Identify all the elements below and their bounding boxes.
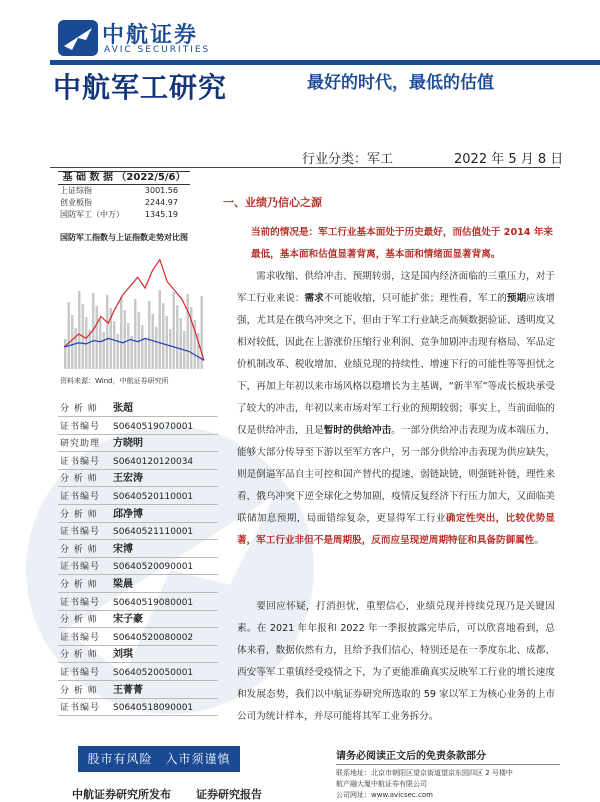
certificate-number: S0640520080002 [113,632,194,643]
volume-bar [134,299,136,369]
report-type-label: 证券研究报告 [196,788,262,801]
body-paragraph-1 [237,266,555,552]
industry-class: 行业分类：军工 [302,152,394,167]
body-paragraph-2: 要回应怀疑，打消担忧，重塑信心，业绩兑现并持续兑现乃是关键因素。在 2021 年年报和 2022 年一季报披露完毕后，可以欣喜地看到，总体来看，数据依然有力，且给予我们信心，特别还是在一季度东北、成都、西安等军工重镇经受疫情之下，为了更能准确真实反映军工行业的增长速度和发展态势，我们以中航证券研究所选取的 59 家以军工为核心业务的上市公司为统计样本，并尽可能将其军工业务拆分。 [237,601,555,722]
volume-bar [113,321,115,369]
analyst-cert-row [58,560,218,575]
analyst-name: 方晓明 [113,438,143,450]
analyst-name-row [58,613,218,628]
analyst-name: 王宏涛 [113,473,143,485]
section-heading: 一、业绩乃信心之源 [223,196,322,209]
analyst-label: 证书编号 [60,562,101,573]
analyst-label: 证书编号 [60,703,101,714]
p1-text-c: 不可能收缩，只可能扩张；理性看，军工的 [323,293,507,304]
company-logo [58,18,228,60]
analyst-name: 邱净博 [113,508,143,520]
certificate-number: S0640520110001 [113,492,194,502]
basic-data-value: 1345.19 [144,210,178,219]
analyst-label: 分 析 师 [60,544,98,555]
analyst-cert-row [58,596,218,611]
footer-address [336,768,556,801]
basic-data-label: 创业板指 [60,198,92,207]
volume-bar [169,329,171,369]
analyst-name: 王菁菁 [113,684,143,696]
basic-data-value: 2244.97 [144,198,178,207]
meta-divider [50,167,560,168]
volume-bar [159,290,161,369]
volume-bar [106,295,108,369]
basic-data-label: 上证综指 [60,186,92,195]
certificate-number: S0640520050001 [113,668,194,678]
analyst-name: 宋博 [113,543,133,555]
analyst-name-row [58,543,218,558]
analyst-name: 张超 [113,403,133,414]
volume-bar [162,303,164,369]
volume-bar [166,316,168,369]
analyst-name-row [58,648,218,663]
analyst-name-row [58,437,218,452]
basic-data-row [58,185,190,197]
certificate-number: S0640519070001 [113,421,194,432]
highlight-paragraph: 当前的情况是：军工行业基本面处于历史最好，而估值处于 2014 年来最低，基本面和估值显著背离，基本面和情绪面显著背离。 [251,227,554,260]
analyst-label: 证书编号 [60,527,101,538]
volume-bar [124,310,126,369]
analyst-label: 证书编号 [60,632,101,643]
volume-bar [187,294,189,369]
volume-bar [131,336,133,369]
risk-warning-banner: 股市有风险 入市须谨慎 [78,746,240,772]
analyst-name-row [58,578,218,593]
certificate-number: S0640518090001 [113,703,194,714]
volume-bar [180,318,182,369]
analyst-label: 证书编号 [60,597,101,608]
volume-bar [176,305,178,369]
analyst-label: 研究助理 [60,439,101,450]
volume-bar [99,319,101,369]
analyst-name-row [58,508,218,523]
analyst-cert-row [58,701,218,716]
p1-emphasis-supply: 暂时的供给冲击 [323,425,392,436]
analyst-cert-row [58,420,218,435]
address-line-2: 航产融大厦中航证券有限公司 [336,780,427,788]
p1-emphasis-demand: 需求 [304,293,324,304]
certificate-number: S0640120120034 [113,456,194,467]
report-brand: 中航军工研究 [53,71,228,104]
analyst-label: 分 析 师 [60,650,98,661]
volume-bar [141,325,143,369]
analyst-name: 梁晨 [113,579,133,590]
report-title: 最好的时代，最低的估值 [307,73,494,93]
analyst-cert-row [58,525,218,540]
website-line: 公司网址：www.avicsec.com [336,791,433,799]
analyst-cert-row [58,490,218,505]
p1-text-i: 。 [534,535,544,546]
p1-text-g: 。一部分供给冲击表现为成本端压力，能够大部分传导至下游以至军方客户，另一部分供给冲击表现为供应缺失，则是倒逼军品自主可控和国产替代的提速，弱链缺链，则强链补链，理性来看，俄乌冲突下逆全球化之势加剧，疫情反复经济下行压力加大，又面临美联储加息预期，局面错综复杂，更显得军工行业 [237,425,556,524]
certificate-number: S0640519080001 [113,597,194,608]
analyst-name-row [58,472,218,487]
volume-bar [155,327,157,369]
logo-text-en: AVIC SECURITIES [104,45,211,55]
plane-logo-icon [58,20,98,56]
volume-bar [117,334,119,369]
analyst-label: 分 析 师 [60,580,98,590]
volume-bar [127,323,129,369]
analyst-name-row [58,402,218,417]
analyst-label: 分 析 师 [60,509,98,520]
index-comparison-chart [58,229,210,389]
analyst-cert-row [58,666,218,681]
certificate-number: S0640521110001 [113,527,194,538]
analyst-cert-row [58,455,218,470]
analyst-cert-row [58,631,218,646]
analyst-name: 宋子豪 [113,614,143,626]
basic-data-title: 基 础 数 据 （2022/5/6） [58,171,190,185]
analyst-label: 证书编号 [60,456,101,467]
volume-bar [78,291,80,369]
chart-title: 国防军工指数与上证指数走势对比图 [60,233,188,242]
publisher-label: 中航证券研究所发布 [72,788,171,801]
chart-svg [58,229,210,389]
address-line-1: 联系地址：北京市朝阳区望京街道望京东园四区 2 号楼中 [336,769,513,777]
logo-text-cn: 中航证券 [102,23,199,48]
volume-bar [173,292,175,369]
volume-bar [120,297,122,369]
analyst-label: 证书编号 [60,421,101,432]
p1-text-e: 应该增强，尤其是在俄乌冲突之下，但由于军工行业缺乏高频数据验证、透明度又相对较低，因此在上游涨价压缩行业利润、竞争加剧冲击现有格局、军品定价机制改革、税收增加、业绩兑现的持续性、增速下行的可能性等等担忧之下，再加上年初以来市场风格以稳增长为主基调，“新半军”等成长板块承受了较大的冲击，年初以来市场对军工行业的预期较弱；事实上，当前面临的仅是供给冲击，且是 [237,293,556,436]
p1-emphasis-expectation: 预期 [506,293,527,304]
analyst-label: 分 析 师 [60,404,98,414]
analyst-label: 分 析 师 [60,685,98,696]
analyst-label: 证书编号 [60,492,101,502]
basic-data-row [58,197,190,209]
basic-data-row [58,209,190,221]
analyst-name-row [58,684,218,699]
volume-bar [145,338,147,369]
analyst-label: 分 析 师 [60,474,98,485]
volume-bar [68,302,70,369]
volume-bar [71,315,73,369]
basic-data-value: 3001.56 [144,186,178,195]
volume-bar [75,328,77,369]
volume-bar [64,339,66,369]
volume-bar [148,301,150,369]
analyst-label: 分 析 师 [60,615,98,626]
report-date: 2022 年 5 月 8 日 [454,152,564,167]
volume-bar [96,306,98,369]
analyst-label: 证书编号 [60,668,101,678]
p1-emphasis-conclusion: 确定性突出，比较优势显著，军工行业非但不是周期股，反而应呈现逆周期特征和具备防御属性 [237,513,556,546]
p1-text-a: 需求收缩、供给冲击、预期转弱，这是国内经济面临的三重压力，对于军工行业来说： [237,271,555,304]
analyst-name: 刘琪 [113,649,133,661]
basic-data-label: 国防军工（中万） [60,210,124,219]
volume-bar [103,332,105,369]
chart-source: 资料来源：Wind，中航证券研究所 [60,377,169,385]
disclaimer-notice: 请务必阅读正文后的免责条款部分 [336,751,486,762]
footer-divider [336,764,560,765]
certificate-number: S0640520090001 [113,562,194,573]
header-divider [50,60,600,65]
